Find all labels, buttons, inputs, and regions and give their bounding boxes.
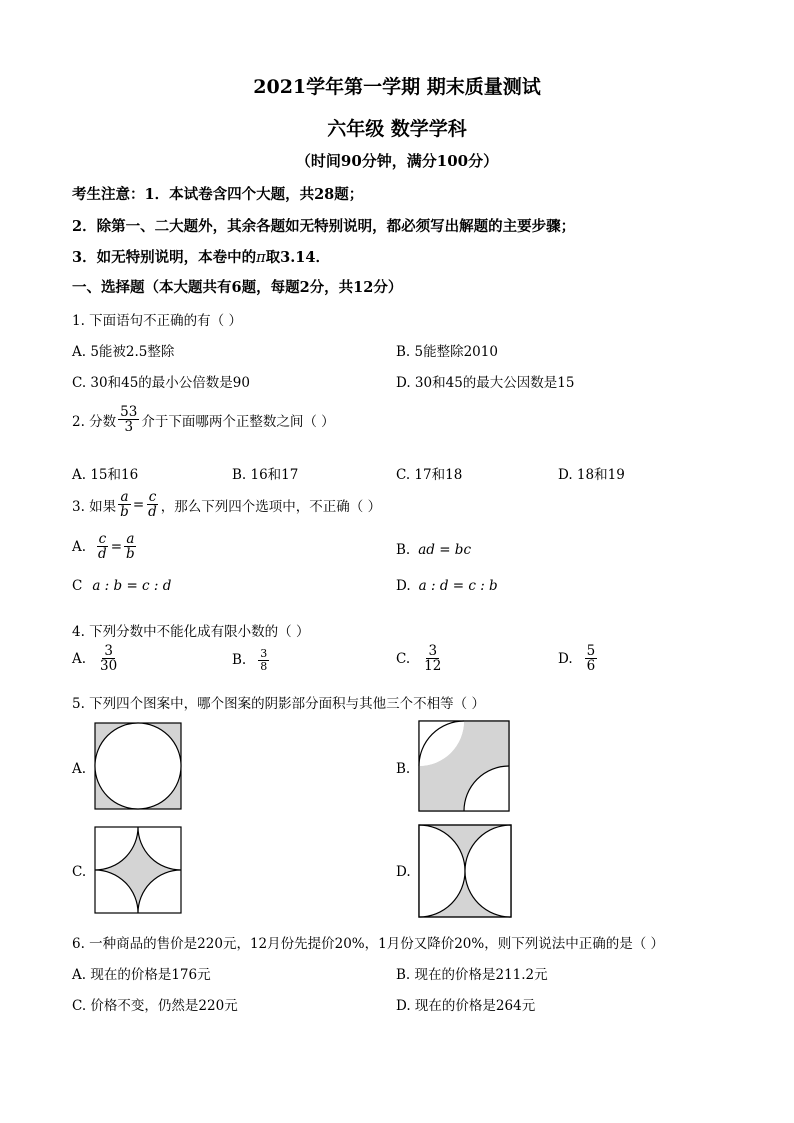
note-line-1: 考生注意：1．本试卷含四个大题，共28题； — [72, 186, 364, 203]
q3-f1-num: a — [120, 489, 129, 505]
q1-option-c[interactable]: C. 30和45的最小公倍数是90 — [72, 375, 250, 391]
q6-option-c[interactable]: C. 价格不变，仍然是220元 — [72, 998, 238, 1014]
q4-a-fraction — [98, 644, 119, 673]
q4-option-d[interactable] — [558, 644, 599, 673]
q1-option-b[interactable]: B. 5能整除2010 — [396, 344, 498, 360]
q4-d-label: D. — [558, 650, 573, 667]
q4-d-fraction — [585, 644, 598, 673]
q5-figure-a[interactable] — [94, 722, 182, 810]
q4-a-label: A. — [72, 650, 87, 667]
q3-d-expr: a : d = c : b — [418, 578, 498, 594]
q3-b-expr: ad = bc — [418, 542, 472, 558]
q4-c-label: C. — [396, 650, 411, 667]
q3-equals: = — [132, 496, 145, 513]
q3-c-label: C — [72, 578, 83, 594]
note-line-3 — [72, 246, 330, 267]
q3-a-f1-den: d — [98, 546, 107, 563]
page-title: 2021学年第一学期 期末质量测试 — [253, 76, 541, 98]
q3-stem-post: ，那么下列四个选项中，不正确（ ） — [160, 498, 382, 515]
q4-b-den: 8 — [260, 659, 268, 673]
q3-stem-pre: 3. 如果 — [72, 498, 117, 515]
q3-a-f2-num: a — [126, 531, 135, 547]
q3-f1-den: b — [120, 504, 129, 521]
q4-b-fraction — [258, 648, 269, 672]
q2-fraction — [118, 405, 139, 434]
page-subtitle: 六年级 数学学科 — [327, 118, 467, 140]
q3-c-expr: a : b = c : d — [92, 578, 172, 594]
q1-option-d[interactable]: D. 30和45的最大公因数是15 — [396, 375, 575, 391]
q5-option-d-label[interactable]: D. — [396, 864, 411, 880]
q4-stem: 4. 下列分数中不能化成有限小数的（ ） — [72, 624, 310, 640]
q5-option-a-label[interactable]: A. — [72, 761, 87, 777]
q6-stem: 6. 一种商品的售价是220元，12月份先提价20%，1月份又降价20%，则下列说法中正确的是（ ） — [72, 936, 665, 952]
q4-a-den: 30 — [100, 658, 118, 675]
q5-option-c-label[interactable]: C. — [72, 864, 87, 880]
q5-stem: 5. 下列四个图案中，哪个图案的阴影部分面积与其他三个不相等（ ） — [72, 696, 485, 712]
q4-c-den: 12 — [424, 658, 442, 675]
note-3-tail: 取3.14． — [265, 249, 330, 266]
q6-option-a[interactable]: A. 现在的价格是176元 — [72, 967, 211, 983]
section-heading: 一、选择题（本大题共有6题，每题2分，共12分） — [72, 279, 403, 296]
q2-stem-post: 介于下面哪两个正整数之间（ ） — [141, 413, 335, 430]
q2-fraction-num: 53 — [120, 404, 138, 420]
q1-option-a[interactable]: A. 5能被2.5整除 — [72, 344, 175, 360]
q5-figure-c[interactable] — [94, 826, 182, 914]
q5-option-b-label[interactable]: B. — [396, 761, 411, 777]
q3-a-fraction-cd — [96, 532, 109, 561]
q6-option-b[interactable]: B. 现在的价格是211.2元 — [396, 967, 548, 983]
q3-a-fraction-ab — [124, 532, 137, 561]
q4-a-num: 3 — [104, 643, 113, 659]
q3-fraction-cd — [146, 490, 159, 519]
q3-f2-den: d — [148, 504, 157, 521]
q4-b-num: 3 — [260, 647, 268, 660]
q2-stem — [72, 405, 335, 434]
q3-b-label: B. — [396, 542, 411, 558]
time-note: （时间90分钟，满分100分） — [295, 152, 499, 170]
q3-option-c[interactable] — [72, 578, 171, 594]
note-3-text: 3．如无特别说明，本卷中的 — [72, 249, 257, 266]
q3-option-d[interactable] — [396, 578, 498, 594]
q3-a-f1-num: c — [98, 531, 107, 547]
q3-f2-num: c — [148, 489, 157, 505]
pi-symbol: π — [256, 250, 266, 266]
q4-option-c[interactable] — [396, 644, 445, 673]
q2-fraction-den: 3 — [124, 419, 134, 436]
q4-option-b[interactable] — [232, 648, 271, 672]
q2-stem-pre: 2. 分数 — [72, 413, 117, 430]
q3-a-label: A. — [72, 538, 87, 555]
q5-figure-b[interactable] — [418, 720, 510, 812]
q4-c-num: 3 — [428, 643, 438, 659]
q2-option-b[interactable]: B. 16和17 — [232, 467, 299, 483]
q4-d-num: 5 — [586, 643, 596, 659]
q3-a-equals: = — [110, 538, 123, 555]
q3-option-b[interactable] — [396, 542, 471, 558]
q5-figure-d[interactable] — [418, 824, 512, 918]
q4-d-den: 6 — [586, 658, 596, 675]
q4-option-a[interactable] — [72, 644, 121, 673]
q3-a-f2-den: b — [126, 546, 135, 563]
q1-stem: 1. 下面语句不正确的有（ ） — [72, 313, 242, 329]
q3-stem — [72, 490, 381, 519]
q3-option-a[interactable] — [72, 532, 139, 561]
q3-d-label: D. — [396, 578, 411, 594]
q2-option-a[interactable]: A. 15和16 — [72, 467, 139, 483]
note-line-2: 2．除第一、二大题外，其余各题如无特别说明，都必须写出解题的主要步骤； — [72, 218, 576, 235]
q2-option-c[interactable]: C. 17和18 — [396, 467, 463, 483]
q3-fraction-ab — [118, 490, 131, 519]
q2-option-d[interactable]: D. 18和19 — [558, 467, 625, 483]
q4-b-label: B. — [232, 652, 247, 669]
q4-c-fraction — [422, 644, 443, 673]
q6-option-d[interactable]: D. 现在的价格是264元 — [396, 998, 536, 1014]
